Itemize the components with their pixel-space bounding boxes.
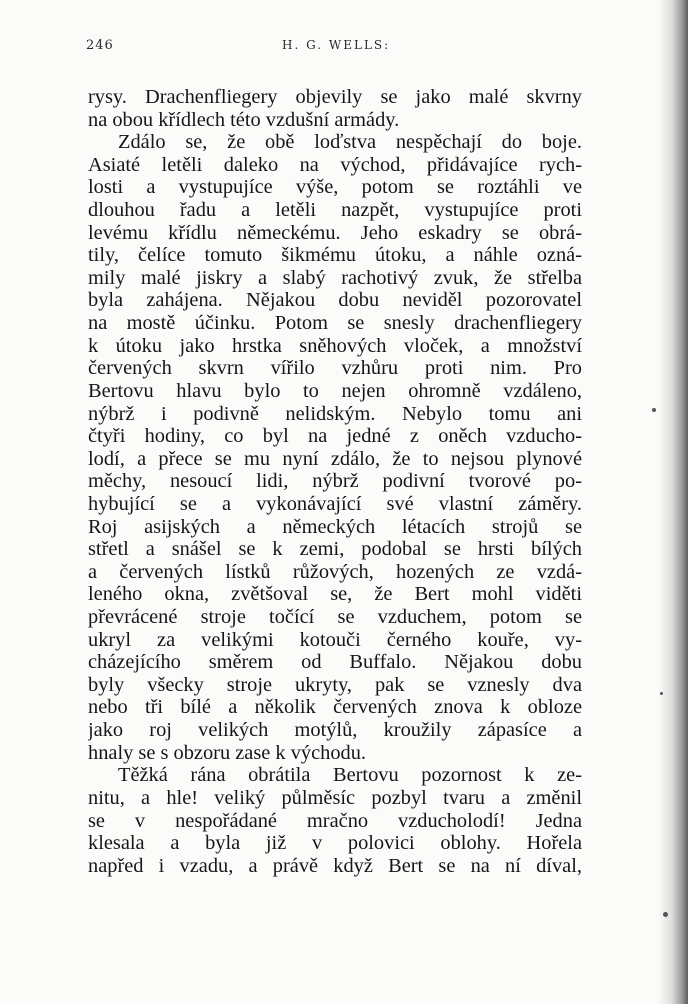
text-line: hybující se a vykonávající své vlastní záměry. [88, 492, 582, 515]
text-line: střetl a snášel se k zemi, podobal se hrsti bílých [88, 538, 582, 561]
paper-speck [660, 692, 663, 695]
paper-speck [652, 408, 656, 412]
page-number: 246 [86, 38, 114, 53]
text-line: leného okna, zvětšoval se, že Bert mohl viděti [88, 583, 582, 606]
text-line: Zdálo se, že obě loďstva nespěchají do boje. [118, 131, 582, 154]
text-line: jako roj velikých motýlů, kroužily zápasíce a [88, 719, 582, 742]
text-line: Těžká rána obrátila Bertovu pozornost k ze- [118, 764, 582, 787]
text-line: cházejícího směrem od Buffalo. Nějakou dobu [88, 651, 582, 674]
page-header [86, 38, 586, 60]
text-line: na obou křídlech této vzdušní armády. [88, 108, 400, 131]
text-line: byly všecky stroje ukryty, pak se vznesly dva [88, 673, 582, 696]
text-line: lodí, a přece se mu nyní zdálo, že to nejsou plynové [88, 447, 582, 470]
text-line: se v nespořádané mračno vzducholodí! Jedna [88, 809, 582, 832]
text-line: k útoku jako hrstka sněhových vloček, a množství [88, 334, 582, 357]
text-line: levému křídlu německému. Jeho eskadry se obrá- [88, 221, 582, 244]
text-line: nebo tři bílé a několik červených znova k obloze [88, 696, 582, 719]
text-line: převrácené stroje točící se vzduchem, potom se [88, 606, 582, 629]
text-line: na mostě účinku. Potom se snesly drachenfliegery [88, 312, 582, 335]
text-line: ukryl za velikými kotouči černého kouře, vy- [88, 628, 582, 651]
text-line: Bertovu hlavu bylo to nejen ohromně vzdáleno, [88, 379, 582, 402]
text-line: hnaly se s obzoru zase k východu. [88, 741, 367, 764]
text-line: čtyři hodiny, co byl na jedné z oněch vzducho- [88, 425, 582, 448]
text-line: napřed i vzadu, a právě když Bert se na ní díval, [88, 854, 582, 877]
text-line: měchy, nesoucí lidi, nýbrž podivní tvorové po- [88, 470, 582, 493]
text-line: červených skvrn vířilo vzhůru proti nim. Pro [88, 357, 582, 380]
text-line: a červených lístků růžových, hozených ze vzdá- [88, 560, 582, 583]
text-line: byla zahájena. Nějakou dobu neviděl pozorovatel [88, 289, 582, 312]
text-line: Asiaté letěli daleko na východ, přidávajíce rych- [88, 153, 582, 176]
text-line: tily, čelíce tomuto šikmému útoku, a náhle ozná- [88, 244, 582, 267]
text-line: rysy. Drachenfliegery objevily se jako malé skvrny [88, 86, 582, 108]
text-line: dlouhou řadu a letěli nazpět, vystupujíce proti [88, 199, 582, 222]
page-edge-shadow [658, 0, 688, 1004]
text-line: Roj asijských a německých létacích strojů se [88, 515, 582, 538]
running-title: H. G. WELLS: [282, 38, 391, 52]
body-text [88, 86, 582, 877]
text-line: nýbrž i podivně nelidským. Nebylo tomu ani [88, 402, 582, 425]
text-line: losti a vystupujíce výše, potom se roztáhli ve [88, 176, 582, 199]
paper-speck [663, 912, 668, 917]
text-line: klesala a byla již v polovici oblohy. Hořela [88, 832, 582, 855]
text-line: nitu, a hle! veliký půlměsíc pozbyl tvaru a změnil [88, 786, 582, 809]
text-line: mily malé jiskry a slabý rachotivý zvuk, že střelba [88, 266, 582, 289]
